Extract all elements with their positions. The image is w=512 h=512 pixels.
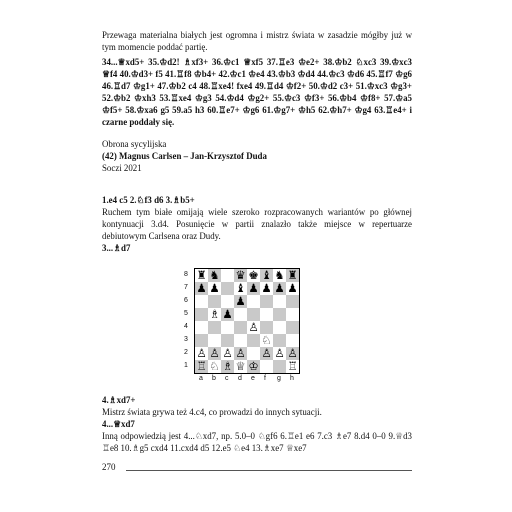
file-label: f	[264, 375, 266, 382]
comment-1: Ruchem tym białe omijają wiele szeroko rozpracowanych wariantów po głównej kontynuacji 3.d4. Posunięcie w partii znalazło także miejsce w repertuarze debiutowym Carlsena oraz Dudy.	[102, 207, 412, 241]
file-label: e	[251, 375, 255, 382]
square-h4	[286, 321, 299, 334]
move-3: 3...♗d7	[102, 243, 131, 253]
piece-wP-d2: ♙	[235, 346, 246, 360]
piece-wN-b1: ♘	[209, 359, 220, 373]
square-e3	[247, 334, 260, 347]
piece-wP-h2: ♙	[287, 346, 298, 360]
square-d4	[234, 321, 247, 334]
square-f1	[260, 360, 273, 373]
square-a6	[195, 295, 208, 308]
piece-wR-h1: ♖	[287, 359, 298, 373]
square-f5	[260, 308, 273, 321]
square-g4	[273, 321, 286, 334]
piece-wP-a2: ♙	[196, 346, 207, 360]
piece-bB-f8: ♝	[261, 268, 272, 282]
rank-label: 2	[184, 349, 188, 356]
piece-bP-f7: ♟	[261, 281, 272, 295]
file-label: g	[277, 375, 281, 382]
piece-bP-h7: ♟	[287, 281, 298, 295]
piece-bP-b7: ♟	[209, 281, 220, 295]
game-header: (42) Magnus Carlsen – Jan-Krzysztof Duda	[102, 151, 267, 161]
square-a4	[195, 321, 208, 334]
square-d5	[234, 308, 247, 321]
piece-wP-b2: ♙	[209, 346, 220, 360]
piece-bN-b8: ♞	[209, 268, 220, 282]
square-h6	[286, 295, 299, 308]
move-4: 4.♗xd7+	[102, 395, 136, 405]
piece-bR-h8: ♜	[287, 268, 298, 282]
piece-bN-g8: ♞	[274, 268, 285, 282]
top-paragraph-block	[102, 29, 412, 53]
square-e6	[247, 295, 260, 308]
rank-label: 3	[184, 336, 188, 343]
piece-wQ-d1: ♕	[235, 359, 246, 373]
piece-bP-g7: ♟	[274, 281, 285, 295]
square-g1	[273, 360, 286, 373]
top-paragraph: Przewaga materialna białych jest ogromna i mistrz świata w zasadzie mógłby już w tym momencie poddać partię.	[102, 30, 412, 52]
square-h5	[286, 308, 299, 321]
rank-label: 5	[184, 310, 188, 317]
file-label: b	[212, 375, 216, 382]
file-label: h	[290, 375, 294, 382]
piece-wP-g2: ♙	[274, 346, 285, 360]
game-info-block	[102, 138, 412, 174]
square-b4	[208, 321, 221, 334]
square-c4	[221, 321, 234, 334]
square-g6	[273, 295, 286, 308]
piece-bP-e7: ♟	[248, 281, 259, 295]
file-label: c	[225, 375, 229, 382]
square-a5	[195, 308, 208, 321]
piece-bP-d6: ♟	[235, 294, 246, 308]
file-label: d	[238, 375, 242, 382]
opening-moves: 1.e4 c5 2.♘f3 d6 3.♗b5+	[102, 195, 195, 205]
piece-wB-b5: ♗	[209, 307, 220, 321]
move-4b: 4...♕xd7	[102, 419, 135, 429]
piece-wP-e4: ♙	[248, 320, 259, 334]
piece-wP-c2: ♙	[222, 346, 233, 360]
square-c8	[221, 269, 234, 282]
piece-wK-e1: ♔	[248, 359, 259, 373]
page-number: 270	[102, 462, 116, 472]
event-line: Soczi 2021	[102, 163, 142, 173]
comment-3: Inną odpowiedzią jest 4...♘xd7, np. 5.0–0 ♘gf6 6.♖e1 e6 7.c3 ♗e7 8.d4 0–0 9.♕d3 ♖e8 10.♗g5 cxd4 11.cxd4 d5 12.e5 ♘e4 13.♗xe7 ♕xe7	[102, 431, 412, 453]
rank-label: 4	[184, 323, 188, 330]
square-g5	[273, 308, 286, 321]
piece-bP-c5: ♟	[222, 307, 233, 321]
piece-bB-d7: ♝	[235, 281, 246, 295]
opening-block	[102, 194, 412, 254]
rank-label: 7	[184, 284, 188, 291]
rank-label: 6	[184, 297, 188, 304]
footer-rule	[126, 470, 412, 471]
piece-bQ-d8: ♛	[235, 268, 246, 282]
square-c7	[221, 282, 234, 295]
continuation-block	[102, 394, 412, 454]
moves-paragraph: 34...♕xd5+ 35.♔d2! ♗xf3+ 36.♔c1 ♕xf5 37.♖e3 ♔e2+ 38.♔b2 ♘xc3 39.♔xc3 ♕f4 40.♔d3+ f5 41.♖f8 ♔b4+ 42.♔c1 ♔e4 43.♔b3 ♔d4 44.♔c3 ♔d6 45.♖f7 ♔g6 46.♖d7 ♔g1+ 47.♔b2 c4 48.♖xe4! fxe4 49.♖d4 ♔f2+ 50.♔d2 c3+ 51.♔xc3 ♔g3+ 52.♔b2 ♔xh3 53.♖xe4 ♔g3 54.♔d4 ♔g2+ 55.♔c3 ♔f3+ 56.♔b4 ♔f8+ 57.♔a5 ♔f5+ 58.♔xa6 g5 59.a5 h3 60.♖e7+ ♔g6 61.♔g7+ ♔h5 62.♔h7+ ♔g4 63.♖e4+ i czarne poddały się.	[102, 57, 412, 127]
piece-wP-f2: ♙	[261, 346, 272, 360]
rank-label: 1	[184, 362, 188, 369]
comment-2: Mistrz świata grywa też 4.c4, co prowadzi do innych sytuacji.	[102, 407, 322, 417]
piece-bP-a7: ♟	[196, 281, 207, 295]
file-label: a	[199, 375, 203, 382]
rank-label: 8	[184, 271, 188, 278]
square-f6	[260, 295, 273, 308]
piece-wN-f3: ♘	[261, 333, 272, 347]
piece-bR-a8: ♜	[196, 268, 207, 282]
piece-bK-e8: ♚	[248, 268, 259, 282]
piece-wR-a1: ♖	[196, 359, 207, 373]
piece-wB-c1: ♗	[222, 359, 233, 373]
opening-name: Obrona sycylijska	[102, 139, 167, 149]
moves-block	[102, 56, 412, 128]
